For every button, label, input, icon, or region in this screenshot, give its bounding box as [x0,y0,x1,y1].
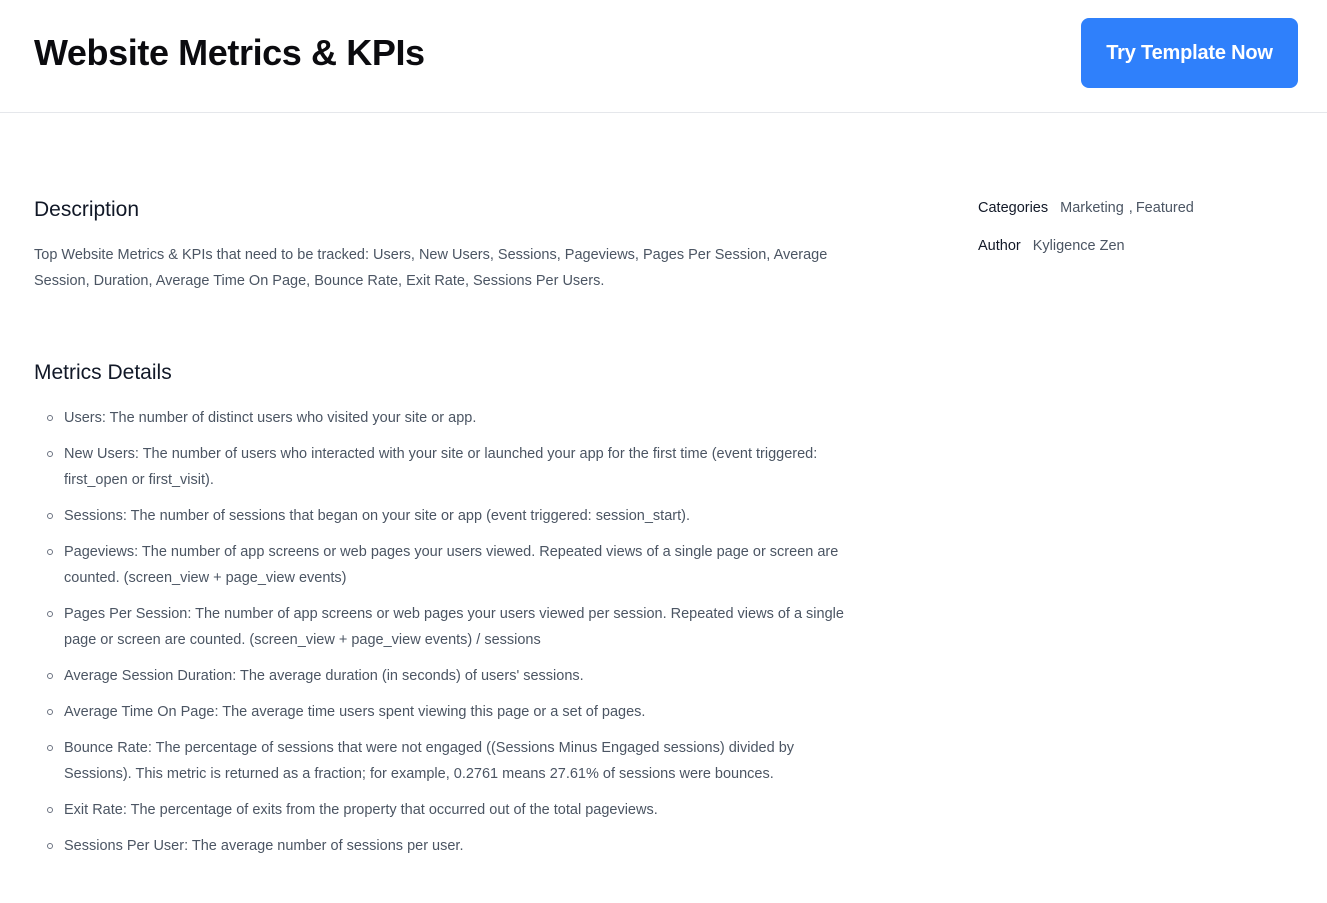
sidebar [978,197,1298,273]
metric-item [34,663,844,689]
metric-item [34,503,844,529]
metric-item [34,405,844,431]
page-header [0,0,1327,113]
metrics-list [34,405,844,869]
categories-row [978,197,1298,219]
author-row [978,235,1298,257]
metric-item [34,441,844,493]
bullet-icon [47,843,53,849]
bullet-icon [47,513,53,519]
category-separator: , [1128,200,1133,216]
bullet-icon [47,451,53,457]
metric-text: Sessions: The number of sessions that began on your site or app (event triggered: session_start). [64,508,690,524]
metric-item [34,735,844,787]
bullet-icon [47,415,53,421]
metric-item [34,601,844,653]
author-label: Author [978,238,1021,254]
metric-text: Average Session Duration: The average duration (in seconds) of users' sessions. [64,668,584,684]
metric-item [34,833,844,859]
metric-text: New Users: The number of users who interacted with your site or launched your app for the first time (event triggered: first_open or first_visit). [64,446,818,488]
category-link-marketing[interactable]: Marketing [1060,200,1124,216]
metric-text: Sessions Per User: The average number of sessions per user. [64,838,464,854]
bullet-icon [47,673,53,679]
author-link[interactable]: Kyligence Zen [1032,238,1125,254]
metric-item [34,699,844,725]
metric-text: Exit Rate: The percentage of exits from the property that occurred out of the total pageviews. [64,802,658,818]
bullet-icon [47,611,53,617]
categories-label: Categories [978,200,1049,216]
page-title: Website Metrics & KPIs [34,32,425,73]
description-text: Top Website Metrics & KPIs that need to be tracked: Users, New Users, Sessions, Pageviews, Pages Per Session, Average Session, Duration, Average Time On Page, Bounce Rate, Exit Rate, Sessions Per Users. [34,247,828,289]
metric-item [34,797,844,823]
metric-text: Users: The number of distinct users who visited your site or app. [64,410,477,426]
description-heading: Description [34,198,140,221]
metrics-details-heading: Metrics Details [34,361,172,384]
metric-text: Bounce Rate: The percentage of sessions that were not engaged ((Sessions Minus Engaged sessions) divided by Sessions). This metric is returned as a fraction; for example, 0.2761 means 27.61% of sessions were bounces. [64,740,795,782]
metric-item [34,539,844,591]
metric-text: Average Time On Page: The average time users spent viewing this page or a set of pages. [64,704,646,720]
try-template-button[interactable]: Try Template Now [1081,18,1298,88]
metric-text: Pageviews: The number of app screens or web pages your users viewed. Repeated views of a single page or screen are counted. (screen_view + page_view events) [64,544,839,586]
bullet-icon [47,549,53,555]
category-link-featured[interactable]: Featured [1135,200,1194,216]
bullet-icon [47,745,53,751]
metric-text: Pages Per Session: The number of app screens or web pages your users viewed per session. Repeated views of a single page or screen are counted. (screen_view + page_view events) / sessions [64,606,844,648]
bullet-icon [47,709,53,715]
bullet-icon [47,807,53,813]
